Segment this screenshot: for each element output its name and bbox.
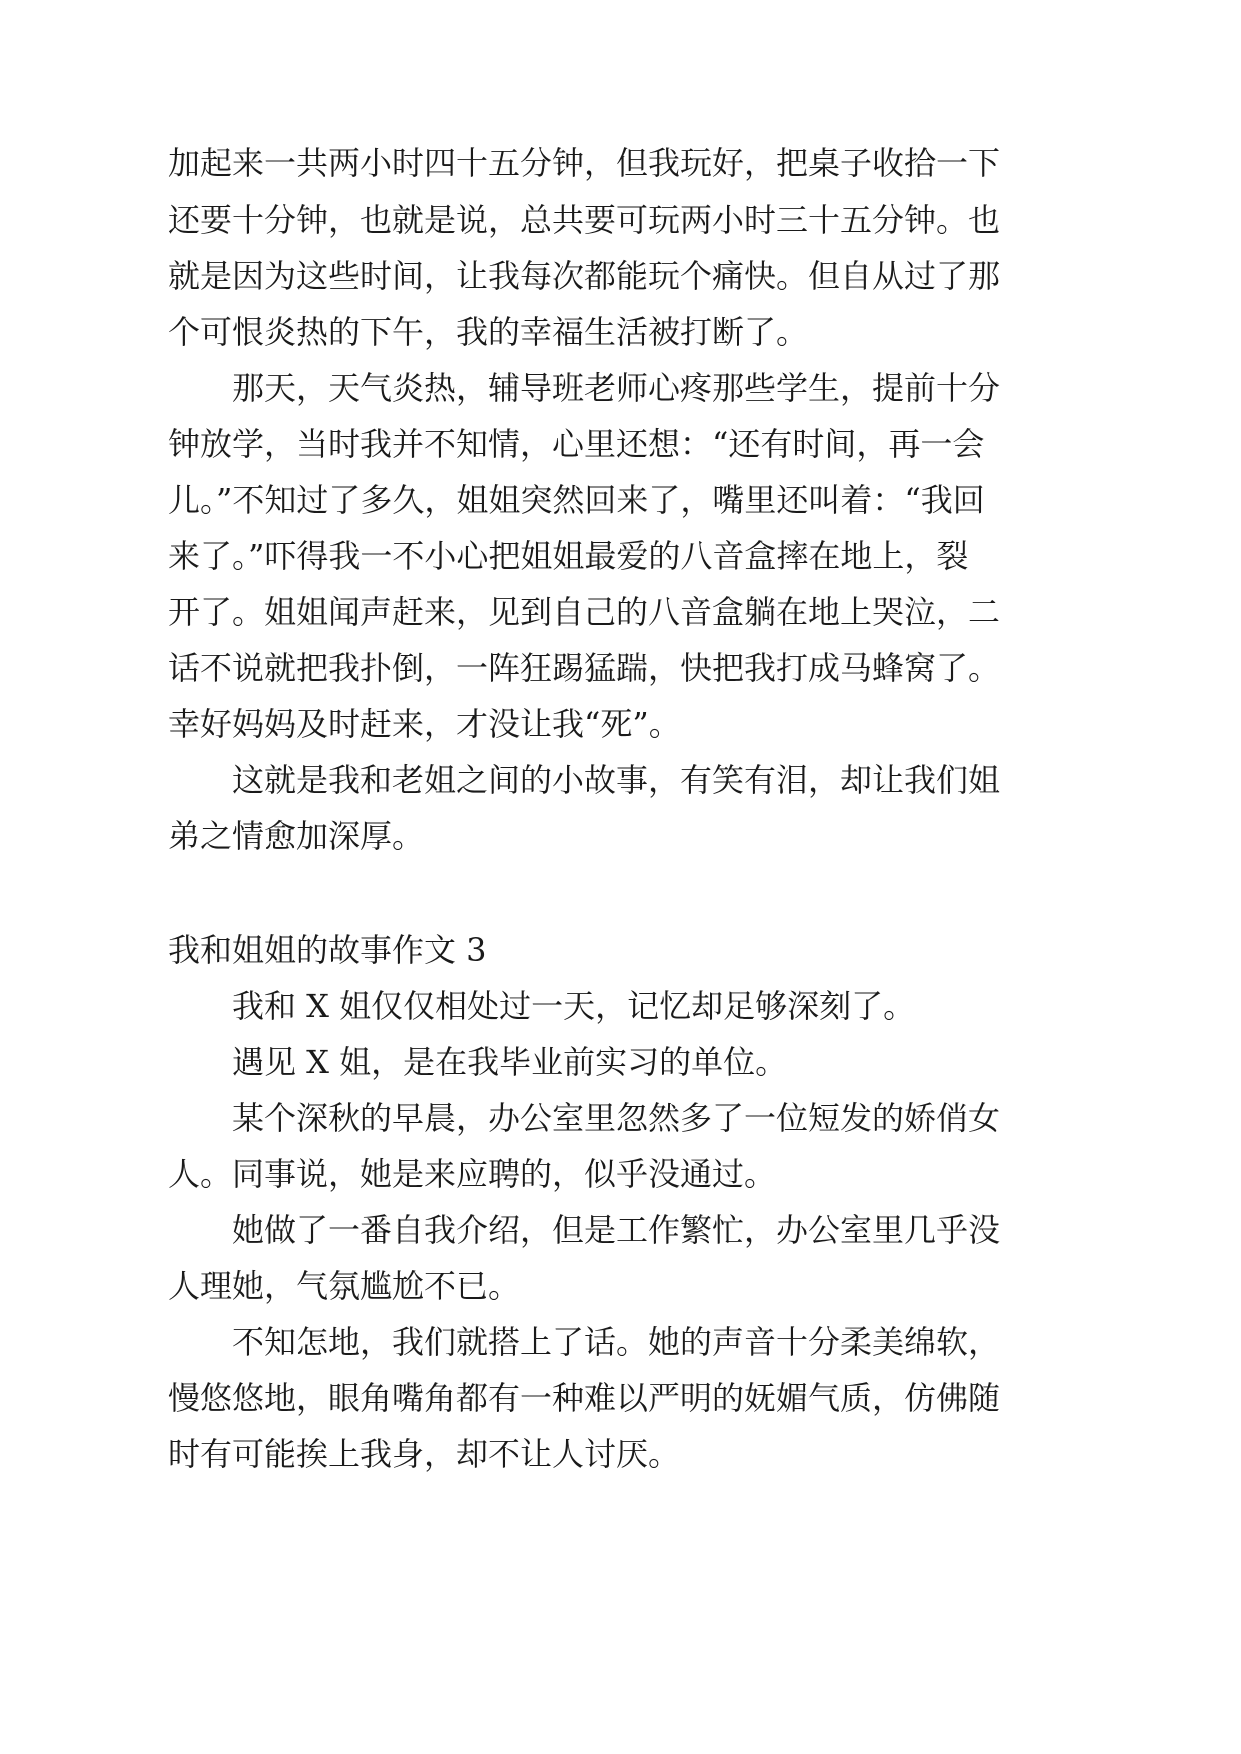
paragraph-line: 儿。”不知过了多久，姐姐突然回来了，嘴里还叫着：“我回: [168, 481, 985, 519]
paragraph-line: 人理她，气氛尴尬不已。: [168, 1267, 521, 1305]
section-heading: 我和姐姐的故事作文 3: [168, 931, 487, 969]
paragraph-line: 就是因为这些时间，让我每次都能玩个痛快。但自从过了那: [168, 257, 1001, 295]
paragraph-line: 来了。”吓得我一不小心把姐姐最爱的八音盒摔在地上，裂: [168, 537, 969, 575]
paragraph-line: 遇见 X 姐，是在我毕业前实习的单位。: [232, 1043, 788, 1081]
paragraph-line: 我和 X 姐仅仅相处过一天，记忆却足够深刻了。: [232, 987, 916, 1025]
paragraph-line: 人。同事说，她是来应聘的，似乎没通过。: [168, 1155, 777, 1193]
paragraph-line: 不知怎地，我们就搭上了话。她的声音十分柔美绵软，: [232, 1323, 1001, 1361]
paragraph-line: 个可恨炎热的下午，我的幸福生活被打断了。: [168, 313, 809, 351]
paragraph-line: 加起来一共两小时四十五分钟，但我玩好，把桌子收拾一下: [168, 144, 1001, 182]
paragraph-line: 话不说就把我扑倒，一阵狂踢猛踹，快把我打成马蜂窝了。: [168, 649, 1001, 687]
paragraph-line: 还要十分钟，也就是说，总共要可玩两小时三十五分钟。也: [168, 201, 1001, 239]
paragraph-line: 钟放学，当时我并不知情，心里还想：“还有时间，再一会: [168, 425, 985, 463]
paragraph-line: 时有可能挨上我身，却不让人讨厌。: [168, 1435, 681, 1473]
paragraph-line: 那天，天气炎热，辅导班老师心疼那些学生，提前十分: [232, 369, 1001, 407]
paragraph-line: 她做了一番自我介绍，但是工作繁忙，办公室里几乎没: [232, 1211, 1001, 1249]
paragraph-line: 慢悠悠地，眼角嘴角都有一种难以严明的妩媚气质，仿佛随: [168, 1379, 1001, 1417]
paragraph-line: 弟之情愈加深厚。: [168, 817, 425, 855]
paragraph-line: 这就是我和老姐之间的小故事，有笑有泪，却让我们姐: [232, 761, 1001, 799]
paragraph-line: 幸好妈妈及时赶来，才没让我“死”。: [168, 705, 681, 743]
paragraph-line: 某个深秋的早晨，办公室里忽然多了一位短发的娇俏女: [232, 1099, 1001, 1137]
paragraph-line: 开了。姐姐闻声赶来，见到自己的八音盒躺在地上哭泣，二: [168, 593, 1001, 631]
